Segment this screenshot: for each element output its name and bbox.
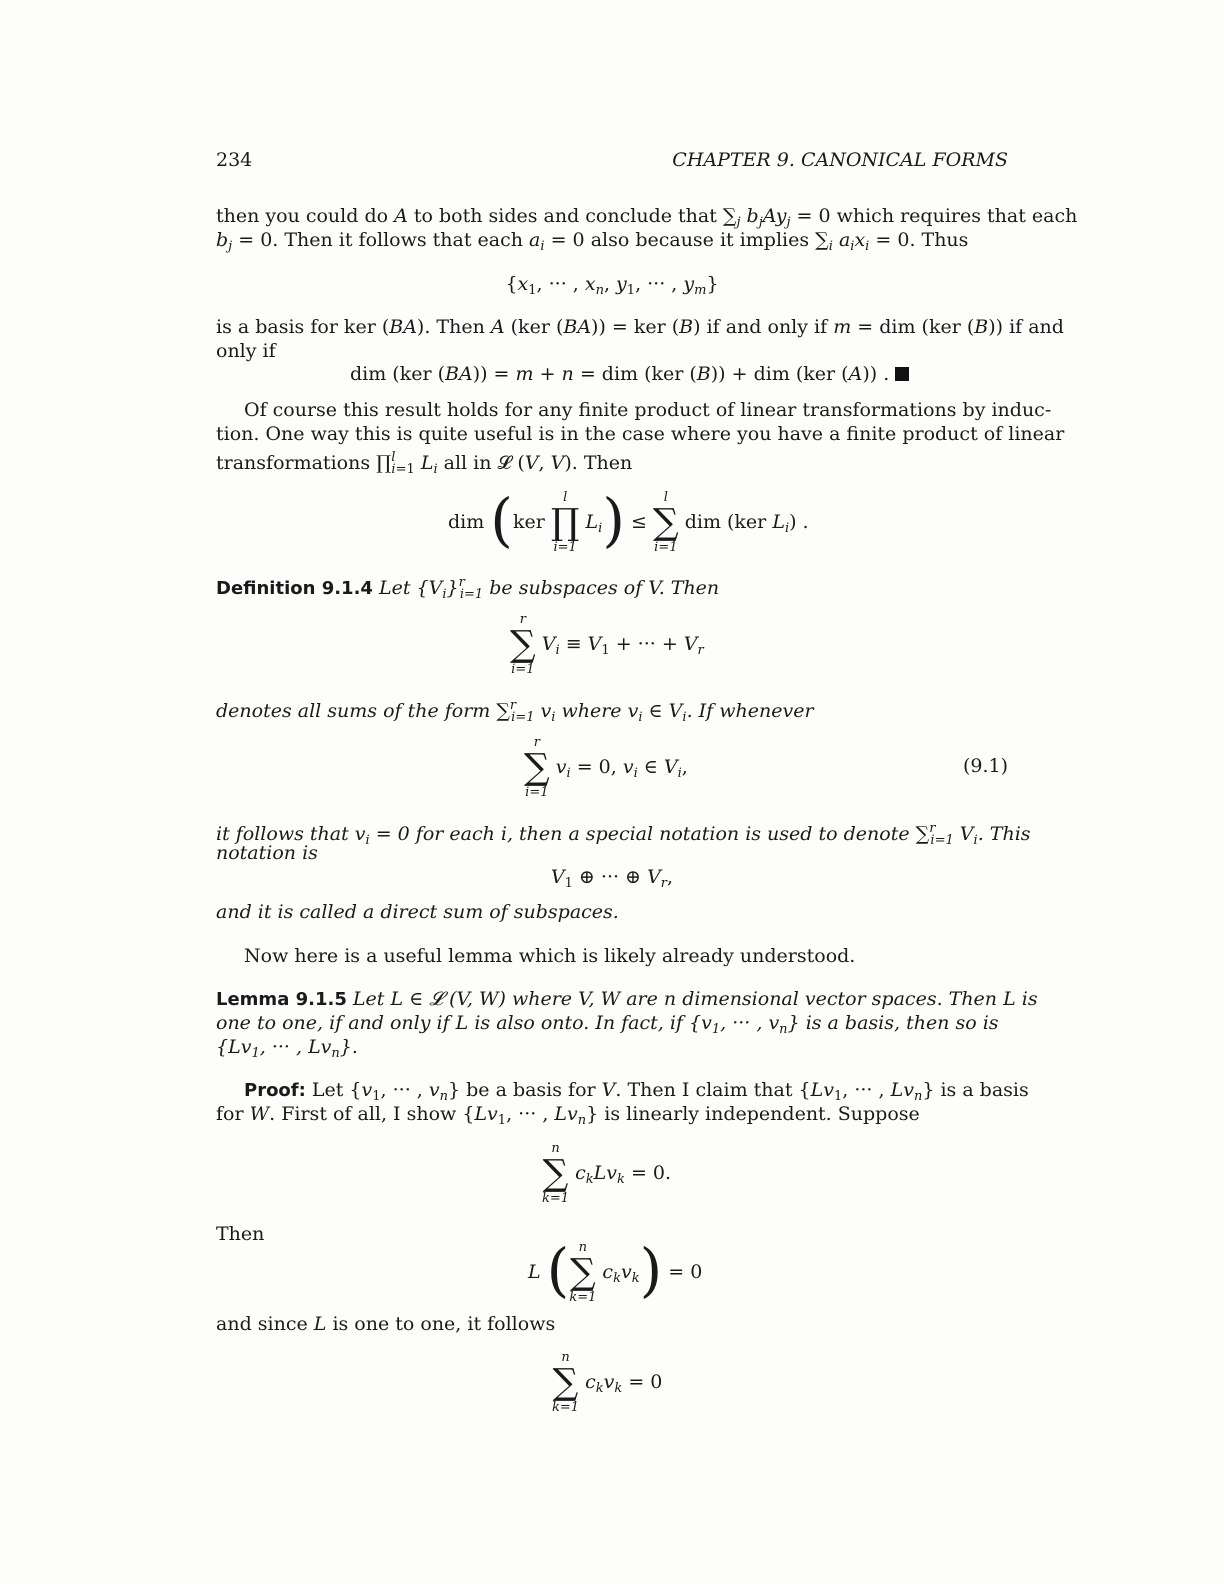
text-line: one to one, if and only if L is also onto. In fact, if {$v_1$, ··· , $v_n$} is a basis, then so is <box>216 1012 999 1037</box>
text-line: notation is <box>216 842 318 864</box>
qed-square-icon <box>895 367 909 381</box>
text-line: {$Lv_1$, ··· , $Lv_n$}. <box>216 1036 358 1061</box>
lemma-label: Lemma 9.1.5 <box>216 989 347 1010</box>
display-equation: $V_1$ ⊕ ··· ⊕ $V_r$, <box>550 866 674 891</box>
proof-label: Proof: <box>244 1080 306 1101</box>
lemma-line: Lemma 9.1.5 Let L ∈ 𝓛 (V, W) where V, W are n dimensional vector spaces. Then L is <box>216 988 1038 1010</box>
display-equation: L ( n ∑ k=1 $c_kv_k) = 0$ <box>528 1236 703 1305</box>
display-equation: dim (ker (BA)) = m + n = dim (ker (B)) + dim (ker (A)) . <box>350 362 1142 386</box>
text-line: and since L is one to one, it follows <box>216 1313 556 1335</box>
text-line: it follows that $v_i = 0$ for each i, then a special notation is used to denote ∑$^r_{i=1}$ $V_i$. This <box>216 821 1031 848</box>
display-equation: dim (ker l ∏ i=1 $L_i$) ≤ l ∑ i=1 dim (ker $L_i$) . <box>448 486 809 555</box>
running-title: CHAPTER 9. CANONICAL FORMS <box>672 149 1008 171</box>
display-equation: n ∑ k=1 $c_kLv_k = 0$. <box>542 1141 672 1206</box>
text-line: $b_j = 0$. Then it follows that each $a_i = 0$ also because it implies $\sum_i$ $a_ix_i = 0$. Thus <box>216 229 969 254</box>
text-line: denotes all sums of the form ∑$^r_{i=1}$ $v_i$ where $v_i$ ∈ $V_i$. If whenever <box>216 698 814 725</box>
text-line: and it is called a direct sum of subspaces. <box>216 901 619 923</box>
text-line: is a basis for ker (BA). Then A (ker (BA)) = ker (B) if and only if m = dim (ker (B)) if and <box>216 316 1064 338</box>
text-line: Now here is a useful lemma which is likely already understood. <box>244 945 856 967</box>
proof-line: Proof: Let {$v_1$, ··· , $v_n$} be a basis for V. Then I claim that {$Lv_1$, ··· , $Lv_n$} is a basis <box>244 1079 1029 1104</box>
definition-label: Definition 9.1.4 <box>216 578 373 599</box>
text-line: for W. First of all, I show {$Lv_1$, ··· , $Lv_n$} is linearly independent. Suppose <box>216 1103 920 1128</box>
text-line: then you could do A to both sides and conclude that $\sum_j$ $b_jAy_j = 0$ which requires that each <box>216 205 1078 230</box>
equation-number: (9.1) <box>962 755 1008 777</box>
page: 234 CHAPTER 9. CANONICAL FORMS then you could do A to both sides and conclude that $\sum_j$ $b_jAy_j = 0$ which requires that each $b_j = 0$. Then it follows that each $a_i = 0$ also because it implies $\sum_i$ $a_ix_i = 0$. Thus {$x_1$, ··· , $x_n$, $y_1$, ··· , $y_m$} is a basis for ker (BA). Then A (ker (BA)) = ker (B) if and only if m = dim (ker (B)) if and only if dim (ker (BA)) = m + n = dim (ker (B)) + dim (ker (A)) . Of course this result holds for any finite product of linear transformations by induc- tion. One way this is quite useful is in the case where you have a finite product of linear transformations ∏$^l_{i=1}$ $L_i$ all in 𝓛 (V, V). Then dim (ker l ∏ i=1 $L_i$) ≤ l ∑ i=1 dim (ker $L_i$) . Definition 9.1.4 Let $\{V_i\}^r_{i=1}$ be subspaces of V. Then r ∑ i=1 $V_i \equiv V_1$ + ··· + $V_r$ denotes all sums of the form ∑$^r_{i=1}$ $v_i$ where $v_i$ ∈ $V_i$. If whenever r ∑ i=1 $v_i = 0$, $v_i$ ∈ $V_i$, (9.1) it follows that $v_i = 0$ for each i, then a special notation is used to denote ∑$^r_{i=1}$ $V_i$. This notation is $V_1$ ⊕ ··· ⊕ $V_r$, and it is called a direct sum of subspaces. Now here is a useful lemma which is likely already understood. Lemma 9.1.5 Let L ∈ 𝓛 (V, W) where V, W are n dimensional vector spaces. Then L is one to one, if and only if L is also onto. In fact, if {$v_1$, ··· , $v_n$} is a basis, then so is {$Lv_1$, ··· , $Lv_n$}. Proof: Let {$v_1$, ··· , $v_n$} be a basis for V. Then I claim that {$Lv_1$, ··· , $Lv_n$} is a basis for W. First of all, I show {$Lv_1$, ··· , $Lv_n$} is linearly independent. Suppose n ∑ k=1 $c_kLv_k = 0$. Then L ( n ∑ k=1 $c_kv_k) = 0$ and since L is one to one, it follows n ∑ k=1 $c_kv_k = 0$ <box>0 0 1224 1584</box>
definition-line: Definition 9.1.4 Let $\{V_i\}^r_{i=1}$ be subspaces of V. Then <box>216 575 720 602</box>
text-line: tion. One way this is quite useful is in the case where you have a finite product of linear <box>216 423 1065 445</box>
display-equation: r ∑ i=1 $V_i \equiv V_1$ + ··· + $V_r$ <box>510 612 704 677</box>
text-line: Then <box>216 1223 265 1245</box>
text-line: Of course this result holds for any finite product of linear transformations by induc- <box>244 399 1052 421</box>
text-line: only if <box>216 340 276 362</box>
display-equation: {$x_1$, ··· , $x_n$, $y_1$, ··· , $y_m$} <box>505 273 719 298</box>
display-equation: n ∑ k=1 $c_kv_k = 0$ <box>552 1350 663 1415</box>
text-line: transformations ∏$^l_{i=1}$ $L_i$ all in 𝓛 (V, V). Then <box>216 450 633 477</box>
page-number: 234 <box>216 149 253 171</box>
running-header <box>216 148 1008 172</box>
